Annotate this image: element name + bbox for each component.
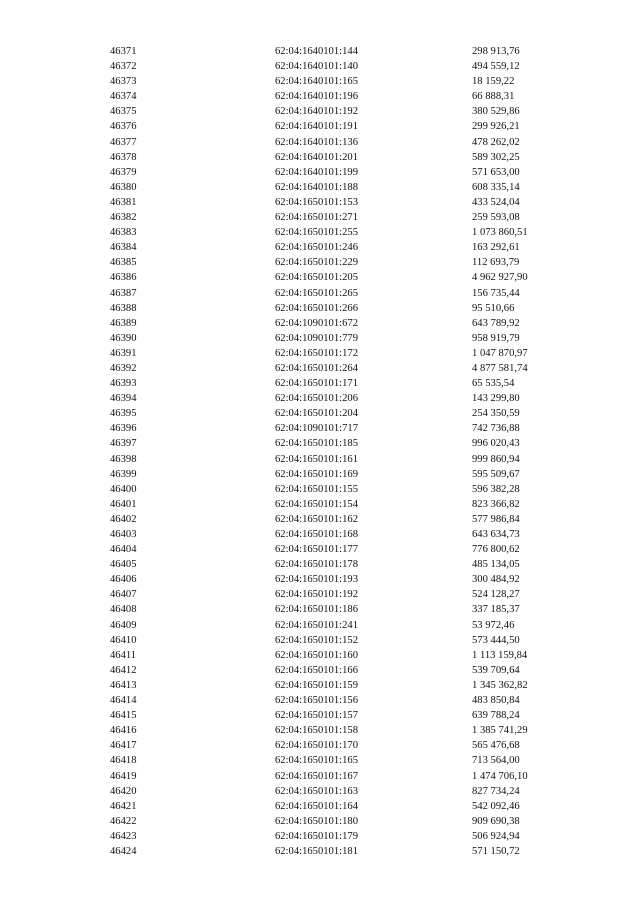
row-number: 46415 xyxy=(110,710,137,722)
cadastral-value: 713 564,00 xyxy=(472,755,520,767)
table-row xyxy=(0,240,640,255)
table-row xyxy=(0,784,640,799)
table-row xyxy=(0,255,640,270)
row-number: 46409 xyxy=(110,619,137,631)
cadastral-value: 478 262,02 xyxy=(472,136,520,148)
row-number: 46423 xyxy=(110,830,137,842)
cadastral-number: 62:04:1640101:201 xyxy=(275,151,358,163)
row-number: 46376 xyxy=(110,121,137,133)
row-number: 46396 xyxy=(110,423,137,435)
cadastral-number: 62:04:1650101:167 xyxy=(275,770,358,782)
cadastral-number: 62:04:1640101:140 xyxy=(275,61,358,73)
cadastral-value: 524 128,27 xyxy=(472,589,520,601)
cadastral-value: 776 800,62 xyxy=(472,544,520,556)
cadastral-number: 62:04:1650101:181 xyxy=(275,845,358,857)
cadastral-number: 62:04:1640101:191 xyxy=(275,121,358,133)
table-row xyxy=(0,602,640,617)
cadastral-number: 62:04:1650101:160 xyxy=(275,649,358,661)
row-number: 46394 xyxy=(110,393,137,405)
cadastral-number: 62:04:1650101:206 xyxy=(275,393,358,405)
cadastral-value: 433 524,04 xyxy=(472,196,520,208)
table-row xyxy=(0,421,640,436)
cadastral-number: 62:04:1650101:171 xyxy=(275,378,358,390)
cadastral-value: 909 690,38 xyxy=(472,815,520,827)
row-number: 46397 xyxy=(110,438,137,450)
cadastral-number: 62:04:1640101:199 xyxy=(275,166,358,178)
cadastral-number: 62:04:1650101:241 xyxy=(275,619,358,631)
cadastral-number: 62:04:1650101:169 xyxy=(275,468,358,480)
table-row xyxy=(0,708,640,723)
cadastral-number: 62:04:1090101:672 xyxy=(275,317,358,329)
cadastral-value: 542 092,46 xyxy=(472,800,520,812)
table-row xyxy=(0,331,640,346)
cadastral-value: 595 509,67 xyxy=(472,468,520,480)
table-row xyxy=(0,406,640,421)
table-row xyxy=(0,150,640,165)
table-row xyxy=(0,316,640,331)
table-row xyxy=(0,723,640,738)
row-number: 46381 xyxy=(110,196,137,208)
cadastral-value: 596 382,28 xyxy=(472,483,520,495)
cadastral-value: 483 850,84 xyxy=(472,695,520,707)
cadastral-value: 95 510,66 xyxy=(472,302,515,314)
cadastral-value: 4 962 927,90 xyxy=(472,272,528,284)
cadastral-number: 62:04:1640101:136 xyxy=(275,136,358,148)
table-row xyxy=(0,633,640,648)
row-number: 46406 xyxy=(110,574,137,586)
cadastral-number: 62:04:1650101:159 xyxy=(275,679,358,691)
cadastral-number: 62:04:1090101:779 xyxy=(275,332,358,344)
cadastral-value: 539 709,64 xyxy=(472,664,520,676)
cadastral-value: 300 484,92 xyxy=(472,574,520,586)
cadastral-value: 18 159,22 xyxy=(472,76,515,88)
table-row xyxy=(0,135,640,150)
table-row xyxy=(0,648,640,663)
table-row xyxy=(0,542,640,557)
cadastral-number: 62:04:1650101:168 xyxy=(275,529,358,540)
cadastral-value: 565 476,68 xyxy=(472,740,520,752)
cadastral-value: 643 789,92 xyxy=(472,317,520,329)
cadastral-number: 62:04:1650101:264 xyxy=(275,362,358,374)
cadastral-value: 1 113 159,84 xyxy=(472,649,528,661)
data-table xyxy=(0,44,640,859)
table-row xyxy=(0,557,640,572)
table-row xyxy=(0,119,640,134)
cadastral-value: 742 736,88 xyxy=(472,423,520,435)
row-number: 46377 xyxy=(110,136,137,148)
row-number: 46402 xyxy=(110,513,137,525)
cadastral-number: 62:04:1650101:165 xyxy=(275,755,358,767)
row-number: 46413 xyxy=(110,679,137,691)
cadastral-number: 62:04:1650101:157 xyxy=(275,710,358,722)
table-row xyxy=(0,104,640,119)
cadastral-value: 1 073 860,51 xyxy=(472,227,528,239)
table-row xyxy=(0,738,640,753)
cadastral-value: 66 888,31 xyxy=(472,91,515,103)
table-row xyxy=(0,346,640,361)
cadastral-value: 608 335,14 xyxy=(472,181,520,193)
table-row xyxy=(0,829,640,844)
cadastral-value: 156 735,44 xyxy=(472,287,520,299)
cadastral-number: 62:04:1650101:205 xyxy=(275,272,358,284)
cadastral-value: 643 634,73 xyxy=(472,529,520,540)
row-number: 46379 xyxy=(110,166,137,178)
cadastral-number: 62:04:1650101:158 xyxy=(275,725,358,737)
row-number: 46424 xyxy=(110,845,137,857)
cadastral-number: 62:04:1640101:196 xyxy=(275,91,358,103)
cadastral-value: 827 734,24 xyxy=(472,785,520,797)
row-number: 46414 xyxy=(110,695,137,707)
cadastral-value: 639 788,24 xyxy=(472,710,520,722)
cadastral-value: 571 150,72 xyxy=(472,845,520,857)
cadastral-value: 1 047 870,97 xyxy=(472,347,528,359)
cadastral-value: 571 653,00 xyxy=(472,166,520,178)
cadastral-value: 299 926,21 xyxy=(472,121,520,133)
cadastral-value: 1 385 741,29 xyxy=(472,725,528,737)
cadastral-number: 62:04:1650101:180 xyxy=(275,815,358,827)
cadastral-number: 62:04:1640101:192 xyxy=(275,106,358,118)
table-row xyxy=(0,195,640,210)
table-row xyxy=(0,814,640,829)
cadastral-number: 62:04:1650101:192 xyxy=(275,589,358,601)
table-row xyxy=(0,572,640,587)
cadastral-number: 62:04:1650101:164 xyxy=(275,800,358,812)
row-number: 46421 xyxy=(110,800,137,812)
row-number: 46411 xyxy=(110,649,137,661)
cadastral-number: 62:04:1650101:170 xyxy=(275,740,358,752)
cadastral-number: 62:04:1650101:204 xyxy=(275,408,358,420)
row-number: 46380 xyxy=(110,181,137,193)
row-number: 46422 xyxy=(110,815,137,827)
row-number: 46372 xyxy=(110,61,137,73)
row-number: 46398 xyxy=(110,453,137,465)
table-row xyxy=(0,225,640,240)
cadastral-value: 1 345 362,82 xyxy=(472,679,528,691)
table-row xyxy=(0,376,640,391)
cadastral-value: 999 860,94 xyxy=(472,453,520,465)
row-number: 46405 xyxy=(110,559,137,571)
cadastral-number: 62:04:1650101:186 xyxy=(275,604,358,616)
cadastral-number: 62:04:1650101:166 xyxy=(275,664,358,676)
cadastral-value: 958 919,79 xyxy=(472,332,520,344)
cadastral-value: 573 444,50 xyxy=(472,634,520,646)
cadastral-value: 485 134,05 xyxy=(472,559,520,571)
cadastral-number: 62:04:1650101:153 xyxy=(275,196,358,208)
table-row xyxy=(0,452,640,467)
row-number: 46391 xyxy=(110,347,137,359)
cadastral-value: 259 593,08 xyxy=(472,212,520,224)
table-row xyxy=(0,165,640,180)
table-row xyxy=(0,74,640,89)
row-number: 46382 xyxy=(110,212,137,224)
table-row xyxy=(0,769,640,784)
table-row xyxy=(0,210,640,225)
cadastral-value: 996 020,43 xyxy=(472,438,520,450)
cadastral-value: 337 185,37 xyxy=(472,604,520,616)
table-row xyxy=(0,678,640,693)
row-number: 46387 xyxy=(110,287,137,299)
table-row xyxy=(0,361,640,376)
table-row xyxy=(0,59,640,74)
table-row xyxy=(0,270,640,285)
row-number: 46383 xyxy=(110,227,137,239)
row-number: 46395 xyxy=(110,408,137,420)
cadastral-number: 62:04:1650101:271 xyxy=(275,212,358,224)
table-row xyxy=(0,497,640,512)
cadastral-number: 62:04:1090101:717 xyxy=(275,423,358,435)
cadastral-number: 62:04:1650101:229 xyxy=(275,257,358,269)
cadastral-value: 53 972,46 xyxy=(472,619,515,631)
row-number: 46401 xyxy=(110,498,137,510)
cadastral-value: 380 529,86 xyxy=(472,106,520,118)
cadastral-number: 62:04:1650101:177 xyxy=(275,544,358,556)
row-number: 46403 xyxy=(110,529,137,540)
row-number: 46407 xyxy=(110,589,137,601)
row-number: 46375 xyxy=(110,106,137,118)
cadastral-number: 62:04:1650101:155 xyxy=(275,483,358,495)
table-row xyxy=(0,467,640,482)
cadastral-number: 62:04:1650101:172 xyxy=(275,347,358,359)
row-number: 46371 xyxy=(110,46,137,57)
row-number: 46374 xyxy=(110,91,137,103)
row-number: 46386 xyxy=(110,272,137,284)
table-row xyxy=(0,436,640,451)
table-row xyxy=(0,618,640,633)
table-row xyxy=(0,391,640,406)
cadastral-number: 62:04:1650101:193 xyxy=(275,574,358,586)
cadastral-number: 62:04:1650101:185 xyxy=(275,438,358,450)
cadastral-value: 65 535,54 xyxy=(472,378,515,390)
cadastral-number: 62:04:1640101:144 xyxy=(275,46,358,57)
row-number: 46378 xyxy=(110,151,137,163)
row-number: 46373 xyxy=(110,76,137,88)
table-row xyxy=(0,587,640,602)
cadastral-number: 62:04:1650101:266 xyxy=(275,302,358,314)
row-number: 46392 xyxy=(110,362,137,374)
table-row xyxy=(0,512,640,527)
row-number: 46420 xyxy=(110,785,137,797)
row-number: 46417 xyxy=(110,740,137,752)
table-row xyxy=(0,180,640,195)
cadastral-value: 163 292,61 xyxy=(472,242,520,254)
table-row xyxy=(0,663,640,678)
row-number: 46384 xyxy=(110,242,137,254)
row-number: 46390 xyxy=(110,332,137,344)
cadastral-value: 823 366,82 xyxy=(472,498,520,510)
cadastral-number: 62:04:1650101:163 xyxy=(275,785,358,797)
cadastral-number: 62:04:1650101:162 xyxy=(275,513,358,525)
cadastral-value: 589 302,25 xyxy=(472,151,520,163)
cadastral-number: 62:04:1650101:265 xyxy=(275,287,358,299)
row-number: 46416 xyxy=(110,725,137,737)
cadastral-value: 4 877 581,74 xyxy=(472,362,528,374)
table-row xyxy=(0,693,640,708)
row-number: 46408 xyxy=(110,604,137,616)
cadastral-number: 62:04:1650101:179 xyxy=(275,830,358,842)
row-number: 46399 xyxy=(110,468,137,480)
cadastral-number: 62:04:1650101:161 xyxy=(275,453,358,465)
cadastral-value: 1 474 706,10 xyxy=(472,770,528,782)
row-number: 46400 xyxy=(110,483,137,495)
row-number: 46418 xyxy=(110,755,137,767)
table-row xyxy=(0,482,640,497)
cadastral-value: 112 693,79 xyxy=(472,257,520,269)
cadastral-number: 62:04:1650101:154 xyxy=(275,498,358,510)
table-row xyxy=(0,844,640,859)
cadastral-value: 494 559,12 xyxy=(472,61,520,73)
row-number: 46412 xyxy=(110,664,137,676)
row-number: 46388 xyxy=(110,302,137,314)
row-number: 46419 xyxy=(110,770,137,782)
table-row xyxy=(0,286,640,301)
table-row xyxy=(0,527,640,542)
cadastral-number: 62:04:1650101:246 xyxy=(275,242,358,254)
table-row xyxy=(0,799,640,814)
cadastral-value: 506 924,94 xyxy=(472,830,520,842)
cadastral-number: 62:04:1640101:188 xyxy=(275,181,358,193)
cadastral-value: 143 299,80 xyxy=(472,393,520,405)
row-number: 46410 xyxy=(110,634,137,646)
row-number: 46389 xyxy=(110,317,137,329)
cadastral-value: 298 913,76 xyxy=(472,46,520,57)
row-number: 46404 xyxy=(110,544,137,556)
table-row xyxy=(0,44,640,59)
cadastral-number: 62:04:1640101:165 xyxy=(275,76,358,88)
table-row xyxy=(0,89,640,104)
cadastral-value: 254 350,59 xyxy=(472,408,520,420)
cadastral-value: 577 986,84 xyxy=(472,513,520,525)
cadastral-number: 62:04:1650101:178 xyxy=(275,559,358,571)
table-row xyxy=(0,301,640,316)
cadastral-number: 62:04:1650101:156 xyxy=(275,695,358,707)
row-number: 46385 xyxy=(110,257,137,269)
cadastral-number: 62:04:1650101:255 xyxy=(275,227,358,239)
row-number: 46393 xyxy=(110,378,137,390)
cadastral-number: 62:04:1650101:152 xyxy=(275,634,358,646)
table-row xyxy=(0,753,640,768)
